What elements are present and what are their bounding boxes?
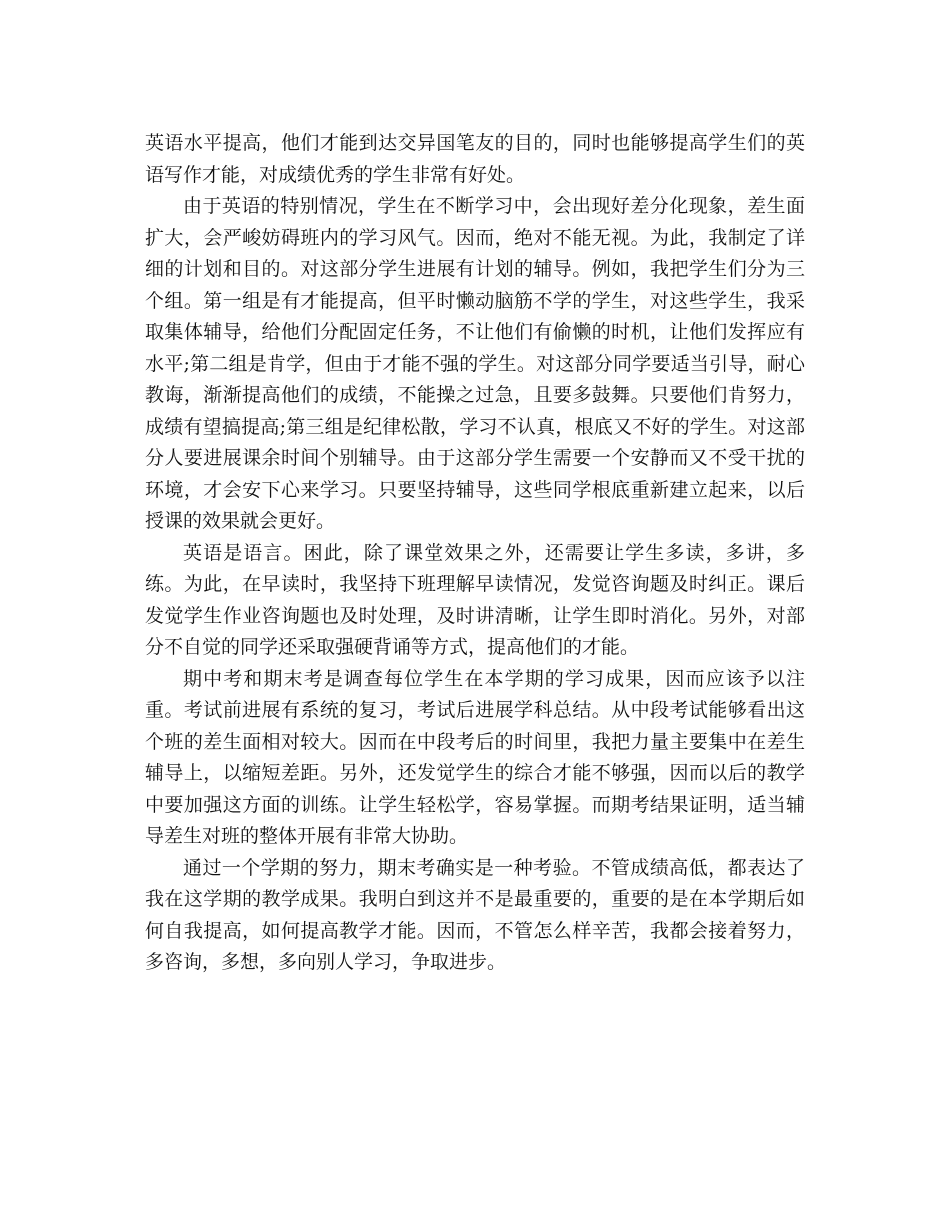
paragraph-remedial-groups: 由于英语的特别情况，学生在不断学习中，会出现好差分化现象，差生面扩大，会严峻妨碍班内的学习风气。因而，绝对不能无视。为此，我制定了详细的计划和目的。对这部分学生进展有计划的辅导。例如，我把学生们分为三个组。第一组是有才能提高，但平时懒动脑筋不学的学生，对这些学生，我采取集体辅导，给他们分配固定任务，不让他们有偷懒的时机，让他们发挥应有水平;第二组是肯学，但由于才能不强的学生。对这部分同学要适当引导，耐心教诲，渐渐提高他们的成绩，不能操之过急，且要多鼓舞。只要他们肯努力，成绩有望搞提高;第三组是纪律松散，学习不认真，根底又不好的学生。对这部分人要进展课余时间个别辅导。由于这部分学生需要一个安静而又不受干扰的环境，才会安下心来学习。只要坚持辅导，这些同学根底重新建立起来，以后授课的效果就会更好。 [145, 195, 805, 532]
paragraph-conclusion: 通过一个学期的努力，期末考确实是一种考验。不管成绩高低，都表达了我在这学期的教学成果。我明白到这并不是最重要的，重要的是在本学期后如何自我提高，如何提高教学才能。因而，不管怎么样辛苦，我都会接着努力，多咨询，多想，多向别人学习，争取进步。 [145, 856, 805, 973]
document-body [145, 128, 805, 979]
paragraph-reading-practice: 英语是语言。困此，除了课堂效果之外，还需要让学生多读，多讲，多练。为此，在早读时，我坚持下班理解早读情况，发觉咨询题及时纠正。课后发觉学生作业咨询题也及时处理，及时讲清晰，让学生即时消化。另外，对部分不自觉的同学还采取强硬背诵等方式，提高他们的才能。 [145, 541, 805, 658]
paragraph-continuation: 英语水平提高，他们才能到达交异国笔友的目的，同时也能够提高学生们的英语写作才能，对成绩优秀的学生非常有好处。 [145, 132, 805, 186]
paragraph-exams: 期中考和期末考是调查每位学生在本学期的学习成果，因而应该予以注重。考试前进展有系统的复习，考试后进展学科总结。从中段考试能够看出这个班的差生面相对较大。因而在中段考后的时间里，我把力量主要集中在差生辅导上，以缩短差距。另外，还发觉学生的综合才能不够强，因而以后的教学中要加强这方面的训练。让学生轻松学，容易掌握。而期考结果证明，适当辅导差生对班的整体开展有非常大协助。 [145, 667, 805, 847]
